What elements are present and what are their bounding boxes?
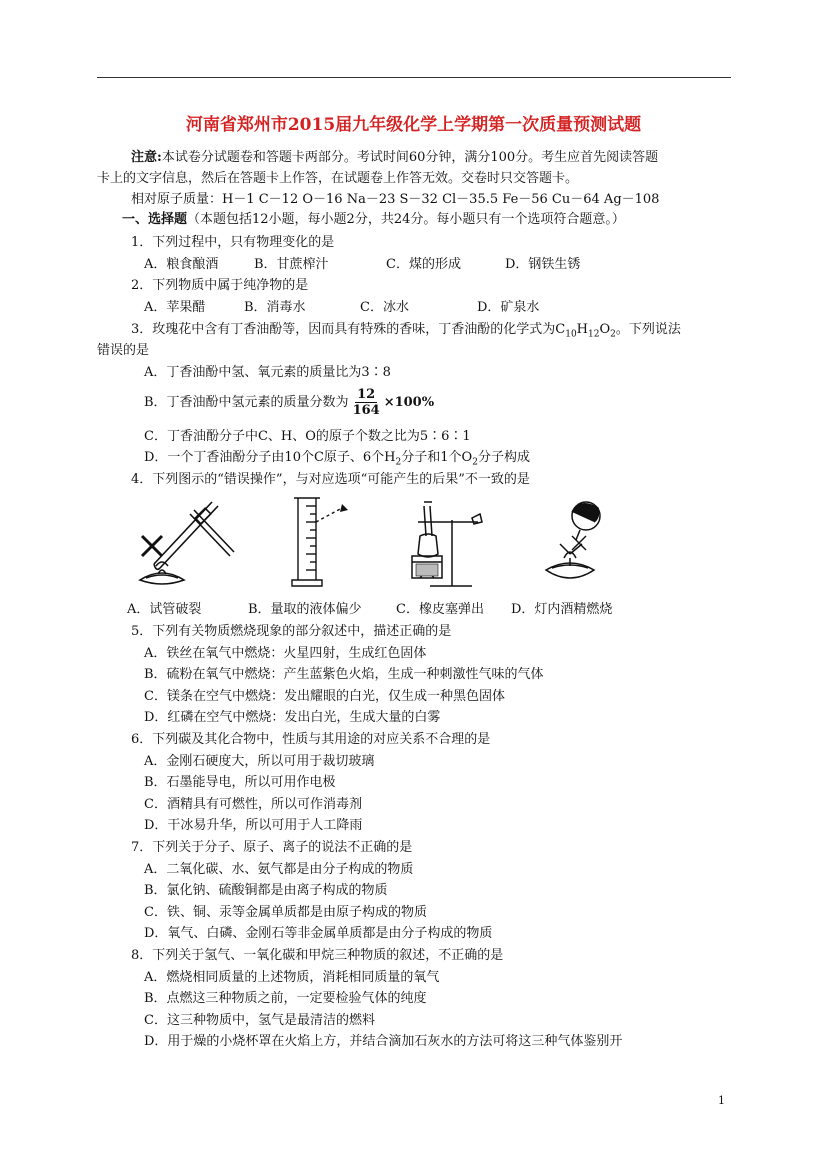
q3-stem-text: 3．玫瑰花中含有丁香油酚等，因而具有特殊的香味，丁香油酚的化学式为C (131, 322, 566, 337)
q3-fraction (351, 387, 382, 418)
section-1-label: 一、选择题 (122, 212, 188, 227)
q2-option-c: C．冰水 (360, 300, 409, 315)
q4-option-b: B．量取的液体偏少 (248, 602, 362, 617)
figure-c-flask-on-stand (398, 492, 488, 592)
q6-option-b: B．石墨能导电，所以可用作电极 (144, 775, 336, 790)
q4-stem: 4．下列图示的“错误操作”，与对应选项“可能产生的后果”不一致的是 (131, 472, 530, 487)
page-title: 河南省郑州市2015届九年级化学上学期第一次质量预测试题 (185, 115, 642, 135)
q3-stem-tail: 。下列说法 (615, 322, 681, 337)
q1-option-a: A．粮食酿酒 (144, 257, 219, 272)
q3-option-b-percent: ×100% (383, 395, 435, 410)
q3-option-d-sub-1: 2 (395, 457, 402, 468)
section-1-heading (122, 212, 625, 228)
q8-stem: 8．下列关于氢气、一氧化碳和甲烷三种物质的叙述，不正确的是 (131, 948, 504, 963)
q1-stem: 1．下列过程中，只有物理变化的是 (131, 235, 335, 250)
figure-d-person-with-lamp (536, 494, 626, 594)
notice-text-1: 本试卷分试题卷和答题卡两部分。考试时间60分钟，满分100分。考生应首先阅读答题 (161, 150, 659, 165)
notice-line-1 (131, 150, 658, 166)
q3-stem-line-2: 错误的是 (97, 343, 150, 358)
q6-stem: 6．下列碳及其化合物中，性质与其用途的对应关系不合理的是 (131, 732, 491, 747)
figure-a-test-tube-heating (132, 492, 242, 592)
q3-formula-o: O (599, 322, 611, 337)
q1-option-c: C．煤的形成 (386, 257, 461, 272)
q3-option-d-mid: 分子和1个O (401, 450, 473, 465)
q3-option-d-text: D．一个丁香油酚分子由10个C原子、6个H (144, 450, 396, 465)
q5-stem: 5．下列有关物质燃烧现象的部分叙述中，描述正确的是 (131, 624, 452, 639)
q2-option-a: A．苹果醋 (144, 300, 206, 315)
q8-option-c: C．这三种物质中，氢气是最清洁的燃料 (144, 1013, 375, 1028)
q4-option-c: C．橡皮塞弹出 (396, 602, 484, 617)
q8-option-b: B．点燃这三种物质之前，一定要检验气体的纯度 (144, 991, 427, 1006)
q3-option-d-sub-2: 2 (472, 457, 478, 468)
page-number: 1 (718, 1094, 725, 1107)
q3-formula-h: H (576, 322, 589, 337)
q6-option-c: C．酒精具有可燃性，所以可作消毒剂 (144, 797, 362, 812)
q3-option-d (144, 450, 530, 471)
q5-option-a: A．铁丝在氧气中燃烧：火星四射，生成红色固体 (144, 646, 427, 661)
q2-stem: 2．下列物质中属于纯净物的是 (131, 278, 309, 293)
q3-stem-line-1 (131, 322, 681, 343)
atomic-masses: 相对原子质量：H－1 C－12 O－16 Na－23 S－32 Cl－35.5 Fe－56 Cu－64 Ag－108 (131, 192, 660, 207)
q8-option-d: D．用于燥的小烧杯罩在火焰上方，并结合滴加石灰水的方法可将这三种气体鉴别开 (144, 1034, 623, 1049)
q1-option-d: D．钢铁生锈 (505, 257, 581, 272)
q7-option-b: B．氯化钠、硫酸铜都是由离子构成的物质 (144, 883, 388, 898)
q4-option-a: A．试管破裂 (127, 602, 202, 617)
notice-label: 注意: (131, 150, 162, 165)
fraction-numerator: 12 (357, 387, 376, 402)
q5-option-d: D．红磷在空气中燃烧：发出白光，生成大量的白雾 (144, 710, 441, 725)
q3-formula-sub-c: 10 (565, 329, 577, 340)
q8-option-a: A．燃烧相同质量的上述物质，消耗相同质量的氧气 (144, 970, 440, 985)
q2-option-b: B．消毒水 (244, 300, 306, 315)
figure-b-graduated-cylinder (280, 492, 360, 592)
q3-option-d-tail: 分子构成 (477, 450, 530, 465)
notice-line-2: 卡上的文字信息，然后在答题卡上作答，在试题卷上作答无效。交卷时只交答题卡。 (97, 171, 579, 186)
section-1-desc: （本题包括12小题，每小题2分，共24分。每小题只有一个选项符合题意。） (187, 212, 625, 227)
q1-option-b: B．甘蔗榨汁 (254, 257, 329, 272)
q7-option-c: C．铁、铜、汞等金属单质都是由原子构成的物质 (144, 905, 427, 920)
header-rule (97, 77, 731, 78)
q3-option-b (144, 386, 434, 420)
q6-option-a: A．金刚石硬度大，所以可用于裁切玻璃 (144, 754, 375, 769)
q7-option-d: D．氧气、白磷、金刚石等非金属单质都是由分子构成的物质 (144, 926, 493, 941)
q5-option-c: C．镁条在空气中燃烧：发出耀眼的白光，仅生成一种黑色固体 (144, 689, 505, 704)
q7-stem: 7．下列关于分子、原子、离子的说法不正确的是 (131, 840, 413, 855)
q2-option-d: D．矿泉水 (477, 300, 540, 315)
q3-option-b-text: B．丁香油酚中氢元素的质量分数为 (144, 395, 349, 410)
q7-option-a: A．二氧化碳、水、氨气都是由分子构成的物质 (144, 862, 414, 877)
q3-option-c: C．丁香油酚分子中C、H、O的原子个数之比为5∶6∶1 (144, 429, 471, 444)
q6-option-d: D．干冰易升华，所以可用于人工降雨 (144, 818, 363, 833)
q4-option-d: D．灯内酒精燃烧 (511, 602, 613, 617)
fraction-denominator: 164 (352, 403, 380, 418)
q3-formula-sub-o: 2 (610, 329, 616, 340)
q3-formula-sub-h: 12 (588, 329, 600, 340)
q5-option-b: B．硫粉在氧气中燃烧：产生蓝紫色火焰，生成一种刺激性气味的气体 (144, 667, 544, 682)
q3-option-a: A．丁香油酚中氢、氧元素的质量比为3∶8 (144, 365, 391, 380)
